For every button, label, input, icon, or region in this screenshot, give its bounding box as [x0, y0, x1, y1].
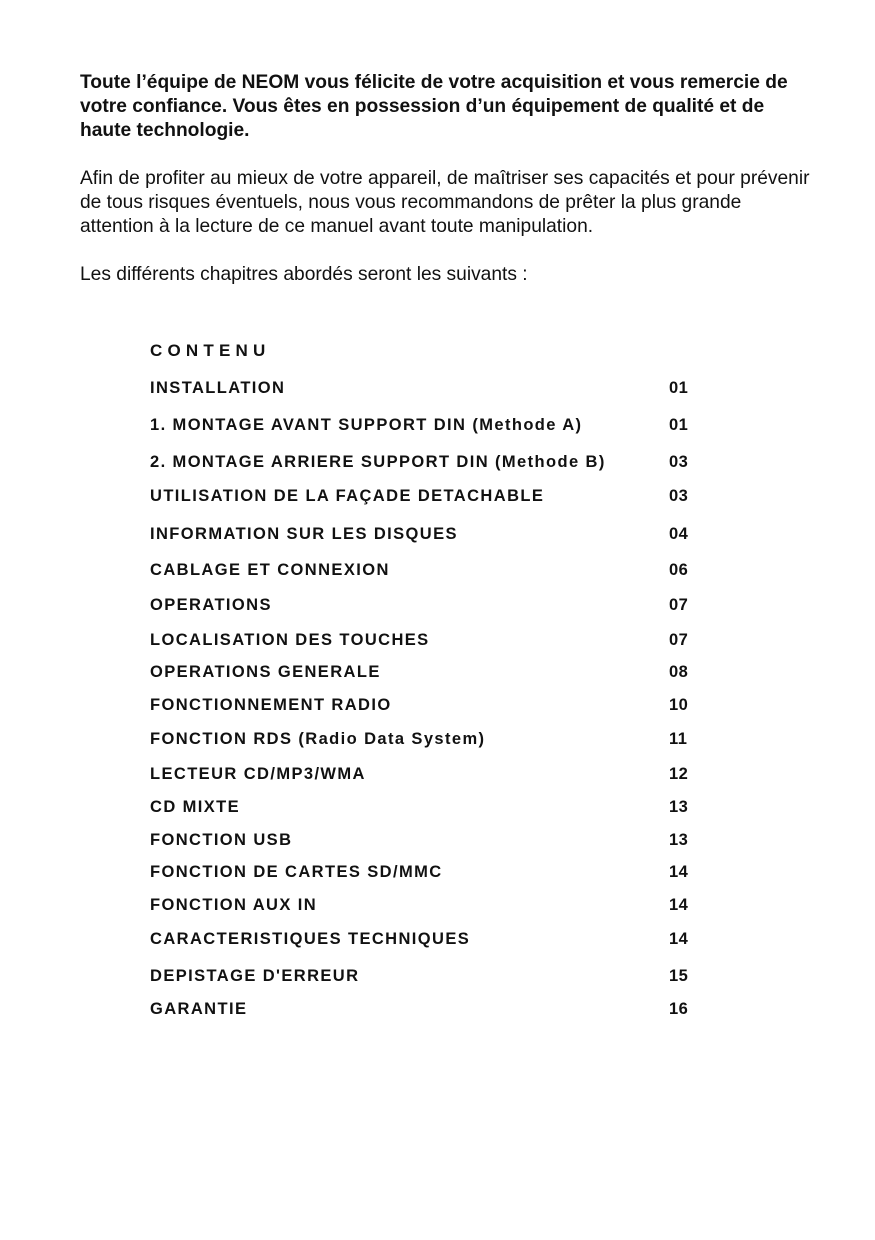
toc-entry-page: 03	[669, 487, 689, 505]
intro-bold-paragraph: Toute l’équipe de NEOM vous félicite de votre acquisition et vous remercie de votre confiance. Vous êtes en possession d’un équipement de qualité et de haute technologie.	[80, 72, 788, 141]
toc-entry-label: FONCTION RDS (Radio Data System)	[150, 730, 486, 748]
toc-entry-label: CARACTERISTIQUES TECHNIQUES	[150, 930, 471, 948]
toc-entry-label: CABLAGE ET CONNEXION	[150, 561, 390, 579]
toc-entry	[150, 965, 695, 987]
toc-entry-label: UTILISATION DE LA FAÇADE DETACHABLE	[150, 487, 545, 505]
toc-entry	[150, 485, 695, 507]
toc-entry-page: 08	[669, 663, 689, 681]
toc-entry	[150, 377, 695, 399]
toc-entry-label: FONCTIONNEMENT RADIO	[150, 696, 392, 714]
toc-entry	[150, 661, 695, 683]
toc-entry-page: 06	[669, 561, 689, 579]
toc-entry	[150, 894, 695, 916]
toc-entry	[150, 451, 695, 473]
toc-entry-page: 15	[669, 967, 689, 985]
toc-entry-page: 07	[669, 631, 689, 649]
toc-entry-page: 13	[669, 798, 689, 816]
toc-entry	[150, 928, 695, 950]
toc-entry-label: 2. MONTAGE ARRIERE SUPPORT DIN (Methode B)	[150, 453, 606, 471]
toc-title: CONTENU	[150, 341, 271, 360]
toc-entry-page: 11	[669, 730, 688, 748]
toc-entry-label: OPERATIONS GENERALE	[150, 663, 381, 681]
toc-entry-label: FONCTION DE CARTES SD/MMC	[150, 863, 443, 881]
toc-entry-page: 07	[669, 596, 689, 614]
toc-entry	[150, 414, 695, 436]
toc-entry	[150, 694, 695, 716]
toc-entry	[150, 629, 695, 651]
toc-entry-label: LECTEUR CD/MP3/WMA	[150, 765, 366, 783]
toc-entry-page: 14	[669, 896, 689, 914]
toc-entry	[150, 998, 695, 1020]
toc-entry-page: 04	[669, 525, 689, 543]
toc-entry-label: GARANTIE	[150, 1000, 248, 1018]
toc-entry-label: FONCTION USB	[150, 831, 293, 849]
toc-entry	[150, 796, 695, 818]
toc-entry-page: 03	[669, 453, 689, 471]
toc-entry-label: FONCTION AUX IN	[150, 896, 318, 914]
toc-entry-label: 1. MONTAGE AVANT SUPPORT DIN (Methode A)	[150, 416, 583, 434]
toc-entry-label: DEPISTAGE D'ERREUR	[150, 967, 360, 985]
toc-entry	[150, 861, 695, 883]
toc-entry-label: INFORMATION SUR LES DISQUES	[150, 525, 458, 543]
intro-paragraph: Afin de profiter au mieux de votre appareil, de maîtriser ses capacités et pour prévenir de tous risques éventuels, nous vous recommandons de prêter la plus grande attention à la lecture de ce manuel avant toute manipulation.	[80, 168, 810, 237]
toc-entry-page: 01	[669, 379, 689, 397]
toc-entry-page: 14	[669, 863, 689, 881]
toc-entry	[150, 523, 695, 545]
toc-entry-page: 10	[669, 696, 689, 714]
toc-entry-page: 14	[669, 930, 689, 948]
toc-entry-page: 13	[669, 831, 689, 849]
toc-entry	[150, 829, 695, 851]
toc-entry-page: 01	[669, 416, 689, 434]
toc-entry-label: CD MIXTE	[150, 798, 241, 816]
toc-entry	[150, 763, 695, 785]
toc-entry-label: OPERATIONS	[150, 596, 272, 614]
toc-entry	[150, 559, 695, 581]
toc-entry	[150, 594, 695, 616]
toc-entry-label: LOCALISATION DES TOUCHES	[150, 631, 430, 649]
toc-entry-label: INSTALLATION	[150, 379, 286, 397]
toc-entry	[150, 728, 695, 750]
toc-entry-page: 12	[669, 765, 689, 783]
chapters-intro-line: Les différents chapitres abordés seront les suivants :	[80, 264, 528, 285]
toc-entry-page: 16	[669, 1000, 689, 1018]
